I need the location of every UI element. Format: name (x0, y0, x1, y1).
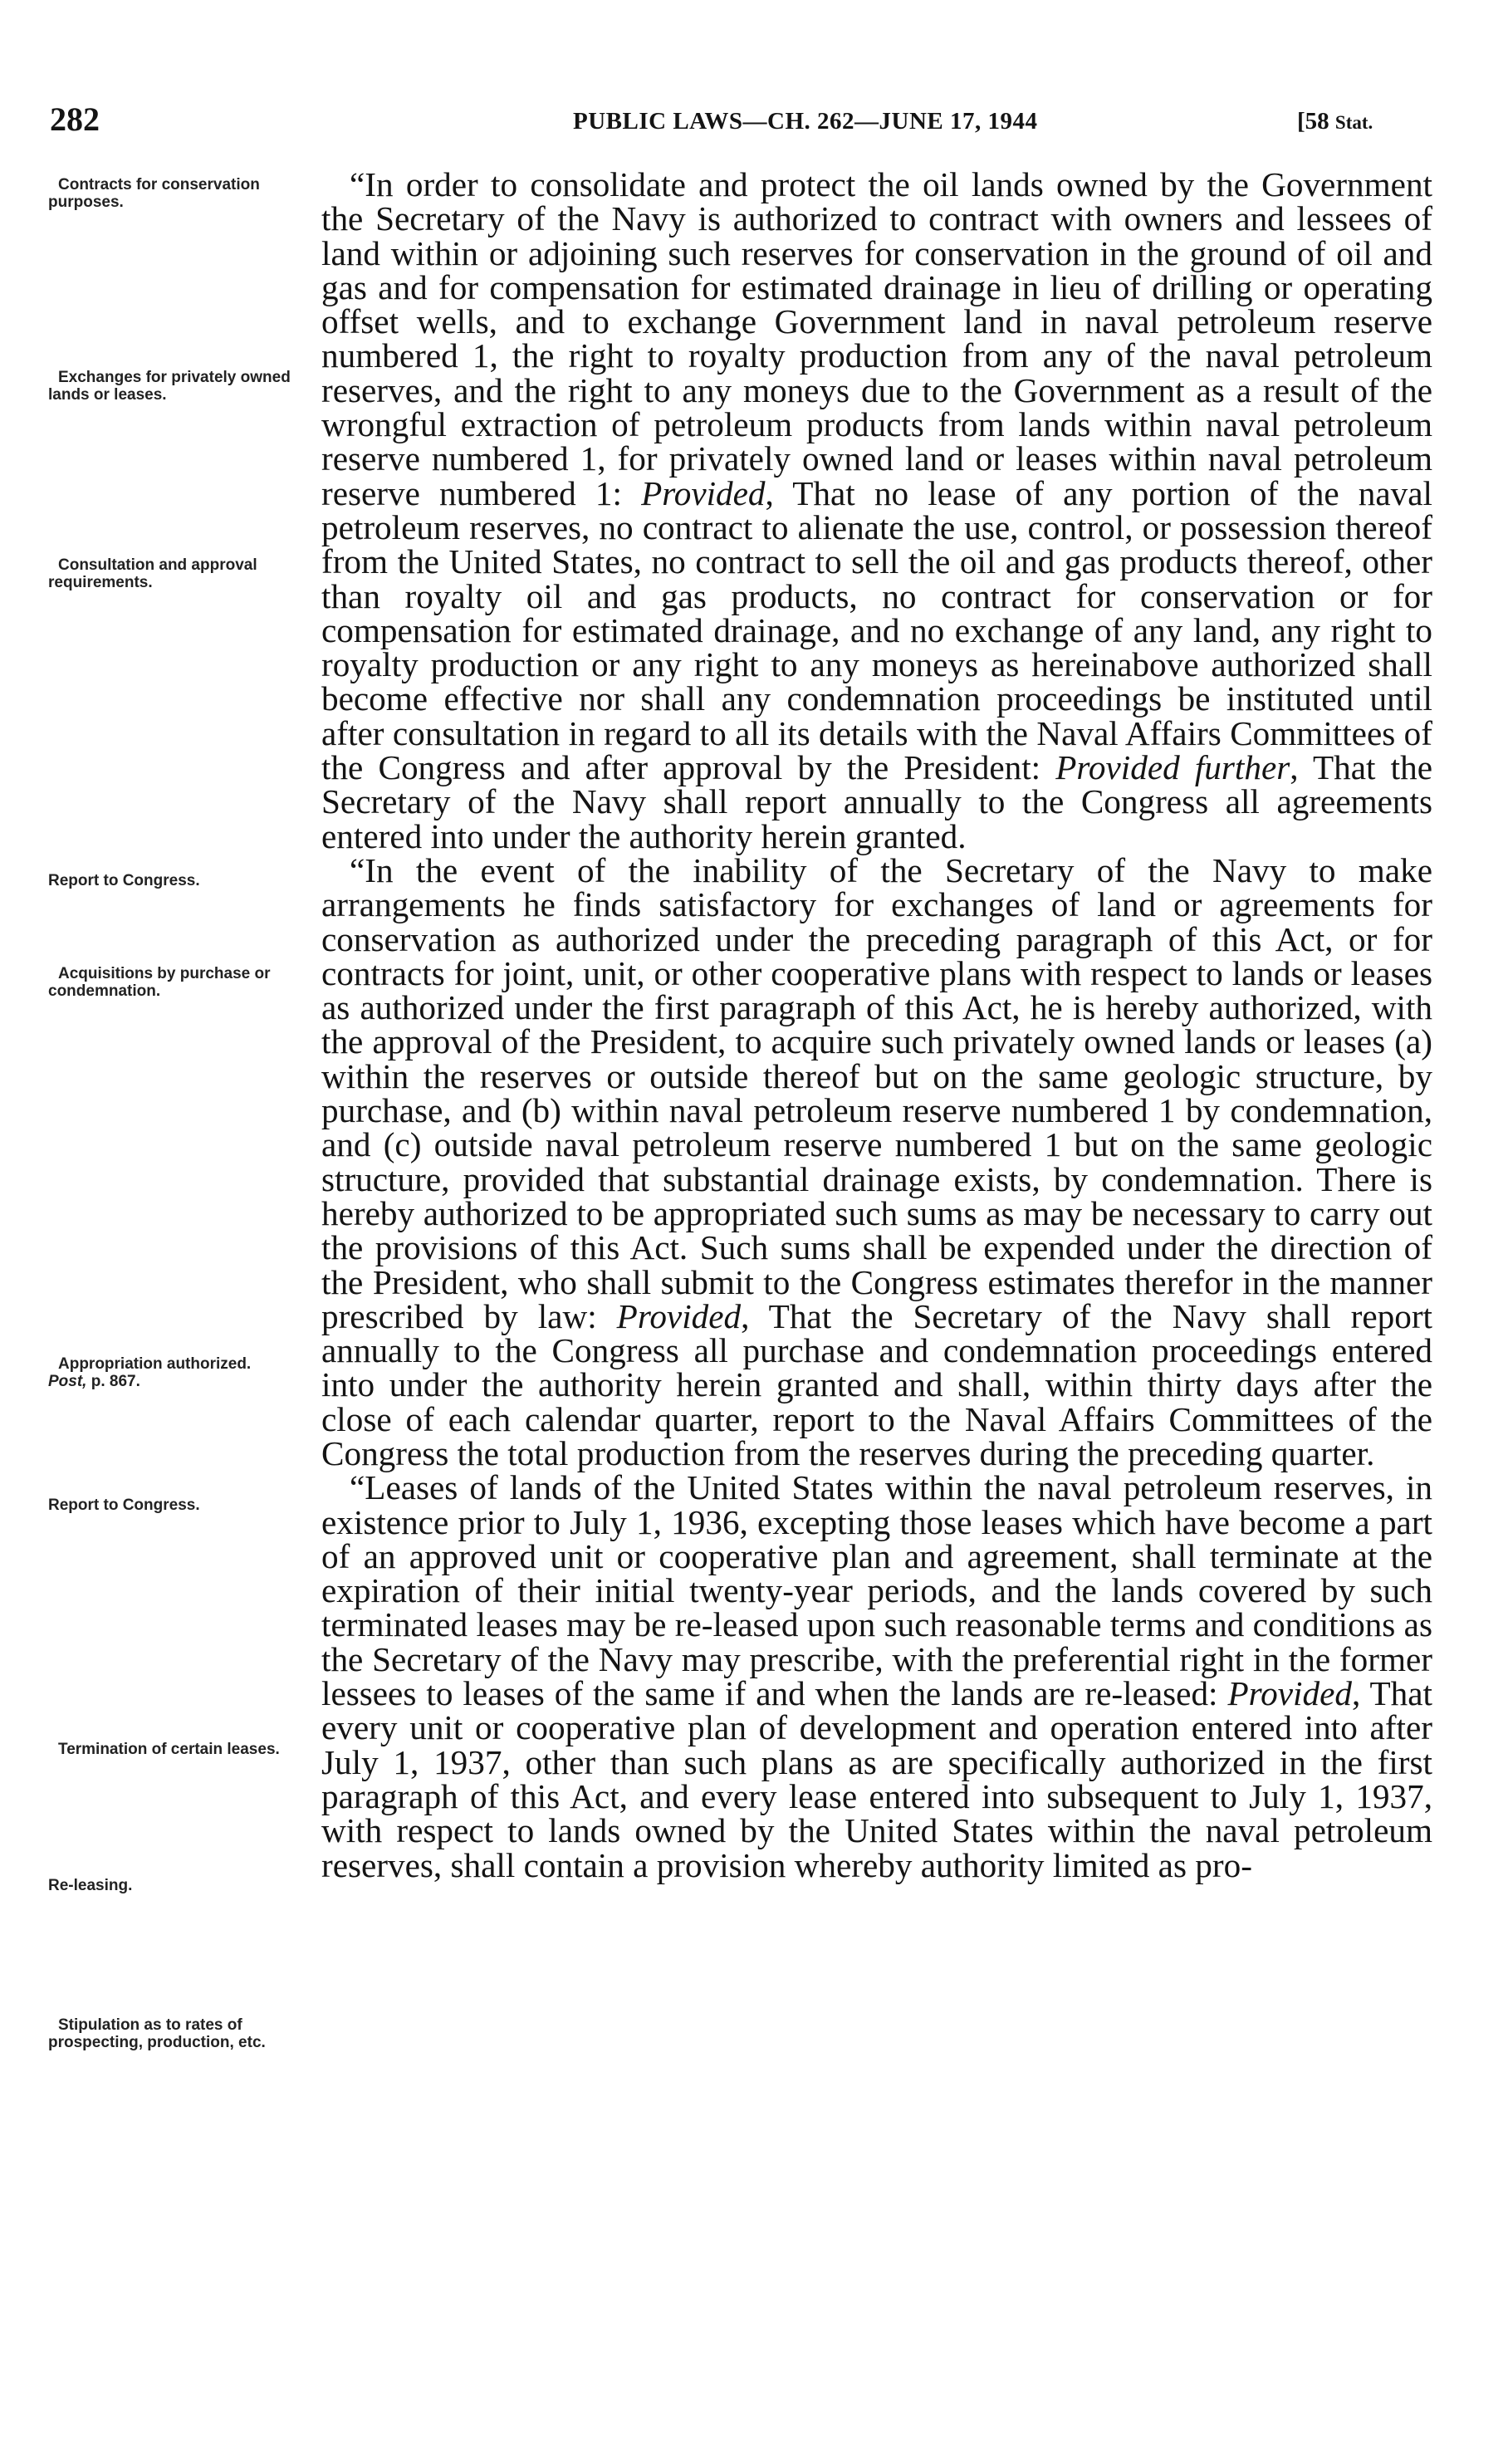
running-title: PUBLIC LAWS—CH. 262—JUNE 17, 1944 (573, 108, 1038, 135)
margin-note-exchanges: Exchanges for privately owned lands or leases. (48, 369, 291, 404)
paragraph-1-part-c: , That the Secretary of the Navy shall report annually to the Congress all agreements entered into under the authority herein granted. (321, 748, 1432, 855)
margin-note-releasing: Re-leasing. (48, 1877, 133, 1894)
volume-reference (1297, 108, 1373, 135)
margin-note-termination: Termination of certain leases. (58, 1741, 280, 1758)
paragraph-contracts (321, 165, 1432, 855)
volume-suffix: Stat. (1334, 112, 1373, 133)
margin-note-acquisitions: Acquisitions by purchase or condemnation. (48, 965, 271, 1000)
paragraph-acquisitions (321, 850, 1432, 1472)
margin-note-post-word: Post, (48, 1373, 87, 1390)
margin-note-post-page: p. 867. (86, 1373, 140, 1390)
paragraph-2-provided: Provided (616, 1296, 742, 1335)
margin-note-consultation: Consultation and approval requirements. (48, 556, 257, 591)
page-number: 282 (50, 100, 100, 138)
statute-body (321, 165, 1433, 1884)
paragraph-1-provided-further: Provided further (1055, 748, 1290, 787)
running-header (0, 100, 1508, 149)
paragraph-3-part-a: “Leases of lands of the United States within the naval petroleum reserves, in existence prior to July 1, 1936, excepting those leases which have become a part of an approved unit or cooperative plan and agreement, shall terminate at the expiration of their initial twenty-year periods, and the lands covered by such terminated leases may be re-leased upon such reasonable terms and conditions as the Secretary of the Navy may prescribe, with the preferential right in the former lessees to leases of the same if and when the lands are re-leased: (321, 1468, 1432, 1713)
paragraph-2-part-b: , That the Secretary of the Navy shall report annually to the Congress all purchase and condemnation proceedings entered into under the authority herein granted and shall, within thirty days after the close of each calendar quarter, report to the Naval Affairs Committees of the Congress the total production from the reserves during the preceding quarter. (321, 1296, 1432, 1472)
margin-note-stipulation: Stipulation as to rates of prospecting, production, etc. (48, 2016, 266, 2051)
paragraph-2-part-a: “In the event of the inability of the Secretary of the Navy to make arrangements he finds satisfactory for exchanges of land or agreements for conservation as authorized under the preceding paragraph of this Act, or for contracts for joint, unit, or other cooperative plans with respect to lands or leases as authorized under the first paragraph of this Act, he is hereby authorized, with the approval of the President, to acquire such privately owned lands or leases (a) within the reserves or outside thereof but on the same geologic structure, by purchase, and (b) within naval petroleum reserve numbered 1 by condemnation, and (c) outside naval petroleum reserve numbered 1 but on the same geologic structure, provided that substantial drainage exists, by condemnation. There is hereby authorized to be appropriated such sums as may be necessary to carry out the provisions of this Act. Such sums shall be expended under the direction of the President, who shall submit to the Congress estimates therefor in the manner prescribed by law: (321, 850, 1432, 1335)
paragraph-1-part-b: , That no lease of any portion of the naval petroleum reserves, no contract to alienate the use, control, or possession thereof from the United States, no contract to sell the oil and gas products thereof, other than royalty oil and gas products, no contract for conservation or for compensation for estimated drainage, and no exchange of any land, any right to royalty production or any right to any moneys as hereinabove authorized shall become effective nor shall any condemnation proceedings be instituted until after consultation in regard to all its details with the Naval Affairs Committees of the Congress and after approval by the President: (321, 473, 1432, 787)
volume-prefix: [58 (1297, 108, 1335, 135)
margin-note-appropriation (48, 1355, 306, 1390)
margin-note-appropriation-text: Appropriation authorized. (58, 1355, 252, 1373)
paragraph-leases (321, 1468, 1433, 1884)
paragraph-3-provided: Provided (1227, 1674, 1352, 1713)
paragraph-3-part-b: , That every unit or cooperative plan of development and operation entered into after July 1, 1937, other than such plans as are specifically authorized in the first paragraph of this Act, and every lease entered into subsequent to July 1, 1937, with respect to lands owned by the United States within the naval petroleum reserves, shall contain a provision whereby authority limited as pro- (321, 1674, 1433, 1884)
margin-note-report-2: Report to Congress. (48, 1497, 200, 1514)
paragraph-1-part-a: “In order to consolidate and protect the oil lands owned by the Government the Secretary of the Navy is authorized to contract with owners and lessees of land within or adjoining such reserves for conservation in the ground of oil and gas and for compensation for estimated drainage in lieu of drilling or operating offset wells, and to exchange Government land in naval petroleum reserve numbered 1, the right to royalty production from any of the naval petroleum reserves, and the right to any moneys due to the Government as a result of the wrongful extraction of petroleum products from lands within naval petroleum reserve numbered 1, for privately owned land or leases within naval petroleum reserve numbered 1: (321, 165, 1432, 512)
margin-note-report-1: Report to Congress. (48, 872, 200, 889)
paragraph-1-provided: Provided (641, 473, 766, 512)
margin-note-contracts: Contracts for conservation purposes. (48, 176, 260, 211)
